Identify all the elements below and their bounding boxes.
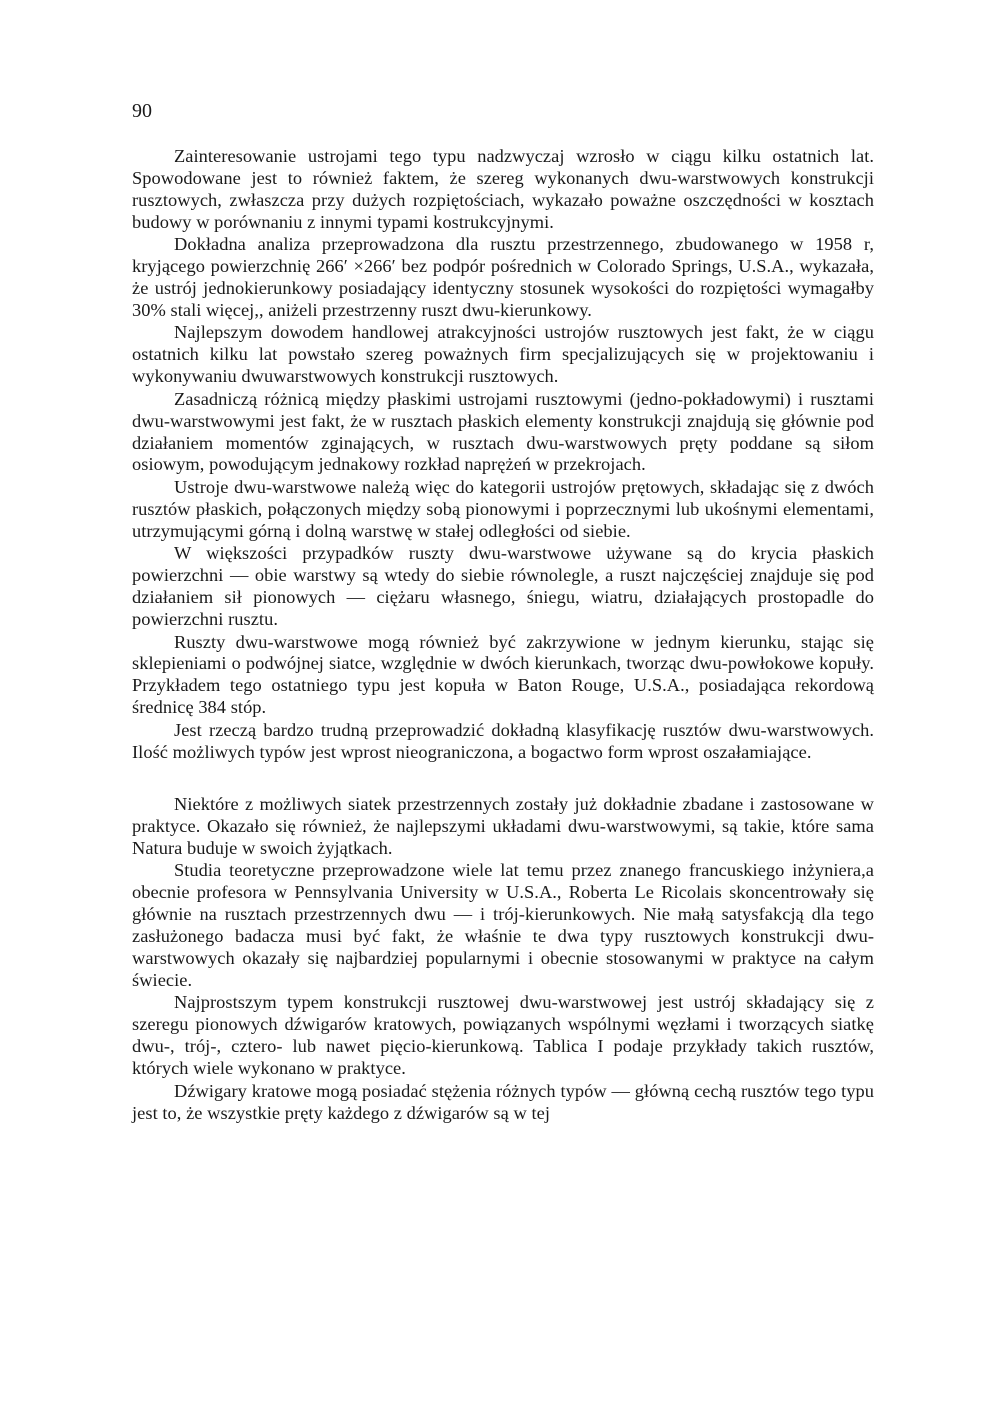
paragraph-difference: Zasadniczą różnicą między płaskimi ustrojami rusztowymi (jedno-pokładowymi) i rusztami dwu-warstwowymi jest fakt, że w rusztach płaskich elementy konstrukcji znajdują się głównie pod działaniem momentów zginających, w rusztach dwu-warstwowych pręty poddane są siłom osiowym, powodującym jednakowy rozkład naprężeń w przekrojach. [132,388,874,475]
paragraph-nature: Niektóre z możliwych siatek przestrzennych zostały już dokładnie zbadane i zastosowane w praktyce. Okazało się również, że najlepszymi układami dwu-warstwowymi, są takie, które sama Natura buduje w swoich żyjątkach. [132,794,874,858]
page-number: 90 [132,100,152,122]
paragraph-simplest-type: Najprostszym typem konstrukcji rusztowej dwu-warstwowej jest ustrój składający się z szeregu pionowych dźwigarów kratowych, powiązanych wspólnymi węzłami i tworzących siatkę dwu-, trój-, cztero- lub nawet pięcio-kierunkową. Tablica I podaje przykłady takich rusztów, których wiele wykonano w praktyce. [132,992,874,1079]
paragraph-interest: Zainteresowanie ustrojami tego typu nadzwyczaj wzrosło w ciągu kilku ostatnich lat. Spowodowane jest to również faktem, że szereg wykonanych dwu-warstwowych konstrukcji rusztowych, zwłaszcza przy dużych rozpiętościach, wykazało poważne oszczędności w kosztach budowy w porównaniu z innymi typami kostrukcyjnymi. [132,146,874,232]
paragraph-truss-girders: Dźwigary kratowe mogą posiadać stężenia różnych typów — główną cechą rusztów tego typu jest to, że wszystkie pręty każdego z dźwigarów są w tej [132,1080,874,1123]
paragraph-commercial: Najlepszym dowodem handlowej atrakcyjności ustrojów rusztowych jest fakt, że w ciągu ostatnich kilku lat powstało szereg poważnych firm specjalizujących się w projektowaniu i wykonywaniu dwuwarstwowych konstrukcji rusztowych. [132,322,874,387]
paragraph-analysis: Dokładna analiza przeprowadzona dla rusztu przestrzennego, zbudowanego w 1958 r, kryjącego powierzchnię 266′ ×266′ bez podpór pośrednich w Colorado Springs, U.S.A., wykazała, że ustrój jednokierunkowy posiadający identyczny stosunek wysokości do rozpiętości wymagałby 30% stali więcej,, aniżeli przestrzenny ruszt dwu-kierunkowy. [132,234,874,320]
paragraph-le-ricolais: Studia teoretyczne przeprowadzone wiele lat temu przez znanego francuskiego inżyniera,a obecnie profesora w Pennsylvania University w U.S.A., Roberta Le Ricolais skoncentrowały się głównie na rusztach przestrzennych dwu — i trój-kierunkowych. Nie małą satysfakcją dla tego zasłużonego badacza musi być fakt, że właśnie te dwa typy rusztowych konstrukcji dwu-warstwowych okazały się najbardziej popularnymi i obecnie stosowanymi w praktyce na całym świecie. [132,860,874,990]
paragraph-curved: Ruszty dwu-warstwowe mogą również być zakrzywione w jednym kierunku, stając się sklepieniami o podwójnej siatce, względnie w dwóch kierunkach, tworząc dwu-powłokowe kopuły. Przykładem tego ostatniego typu jest kopuła w Baton Rouge, U.S.A., posiadająca rekordową średnicę 384 stóp. [132,631,874,718]
section-gap [132,764,874,794]
paragraph-flat-surfaces: W większości przypadków ruszty dwu-warstwowe używane są do krycia płaskich powierzchni — obie warstwy są wtedy do siebie równolegle, a ruszt najczęściej znajduje się pod działaniem sił pionowych — ciężaru własnego, śniegu, wiatru, działających prostopadle do powierzchni rusztu. [132,543,874,629]
paragraph-classification: Jest rzeczą bardzo trudną przeprowadzić dokładną klasyfikację rusztów dwu-warstwowych. Ilość możliwych typów jest wprost nieograniczona, a bogactwo form wprost oszałamiające. [132,719,874,762]
paragraph-bar-structures: Ustroje dwu-warstwowe należą więc do kategorii ustrojów prętowych, składając się z dwóch rusztów płaskich, połączonych między sobą pionowymi i poprzecznymi lub ukośnymi elementami, utrzymującymi górną i dolną warstwę w stałej odległości od siebie. [132,476,874,541]
body-text [132,146,874,1125]
